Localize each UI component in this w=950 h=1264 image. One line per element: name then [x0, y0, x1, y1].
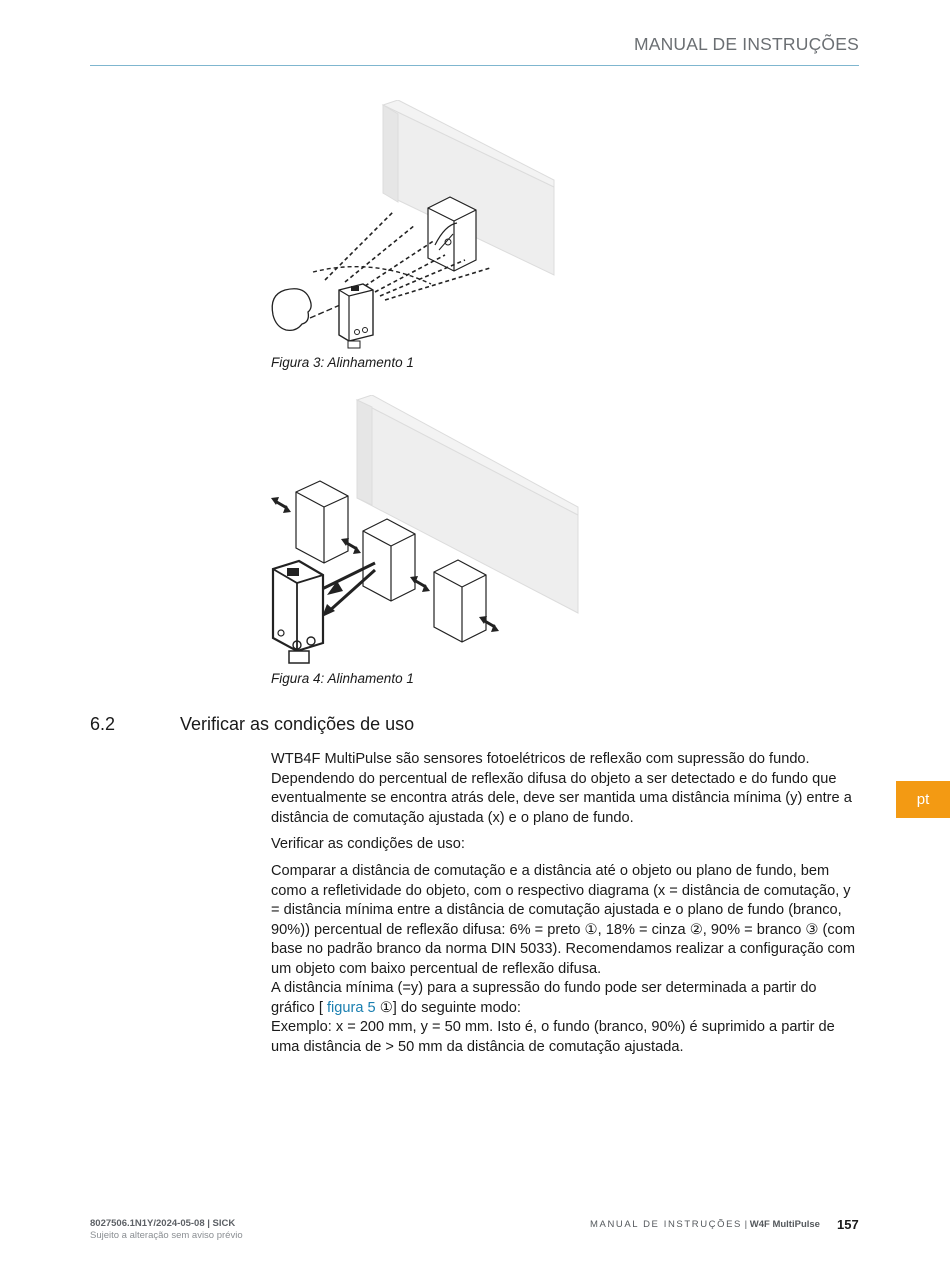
header-title: MANUAL DE INSTRUÇÕES — [633, 34, 859, 54]
instructions-paragraph — [271, 862, 863, 1057]
footer-doc-id: 8027506.1N1Y/2024-05-08 | SICK — [90, 1218, 236, 1229]
check-conditions-label: Verificar as condições de uso: — [271, 836, 465, 852]
footer-manual-title: MANUAL DE INSTRUÇÕES | W4F MultiPulse — [590, 1219, 820, 1230]
figure-4-alignment-illustration — [265, 395, 585, 670]
figure-3-alignment-illustration — [265, 100, 565, 350]
figure-4-caption: Figura 4: Alinhamento 1 — [271, 671, 414, 686]
section-title: Verificar as condições de uso — [180, 714, 415, 734]
figure-5-link[interactable]: figura 5 — [326, 999, 376, 1016]
figure-3-caption: Figura 3: Alinhamento 1 — [271, 355, 414, 370]
minimum-distance-text: A distância mínima (=y) para a supressão do fundo pode ser determinada a partir do gráfico [ figura 5 ①] do seguinte modo: — [271, 980, 817, 1016]
page-number: 157 — [837, 1217, 859, 1232]
intro-paragraph: WTB4F MultiPulse são sensores fotoelétricos de reflexão com supressão do fundo. Dependendo do percentual de reflexão difusa do objeto a ser detectado e do fundo que eventualmente se encontra atrás dele, deve ser mantida uma distância mínima (y) entre a distância de comutação ajustada (x) e o plano de fundo. — [271, 751, 852, 826]
header-rule — [90, 65, 859, 66]
compare-text: Comparar a distância de comutação e a distância até o objeto ou plano de fundo, bem como a refletividade do objeto, com o respectivo diagrama (x = distância de comutação, y = distância mínima entre a distância de comutação ajustada e o plano de fundo (branco, 90%)) percentual de reflexão difusa: 6% = preto ①, 18% = cinza ②, 90% = branco ③ (com base no padrão branco da norma DIN 5033). Recomendamos realizar a configuração com um objeto com baixo percentual de reflexão difusa. — [271, 863, 856, 977]
example-text: Exemplo: x = 200 mm, y = 50 mm. Isto é, o fundo (branco, 90%) é suprimido a partir de uma distância de > 50 mm da distância de comutação ajustada. — [271, 1019, 835, 1055]
language-tab-pt[interactable]: pt — [896, 781, 950, 818]
section-number: 6.2 — [90, 714, 116, 734]
footer-notice: Sujeito a alteração sem aviso prévio — [90, 1230, 243, 1241]
footer-document-info — [90, 1218, 243, 1242]
